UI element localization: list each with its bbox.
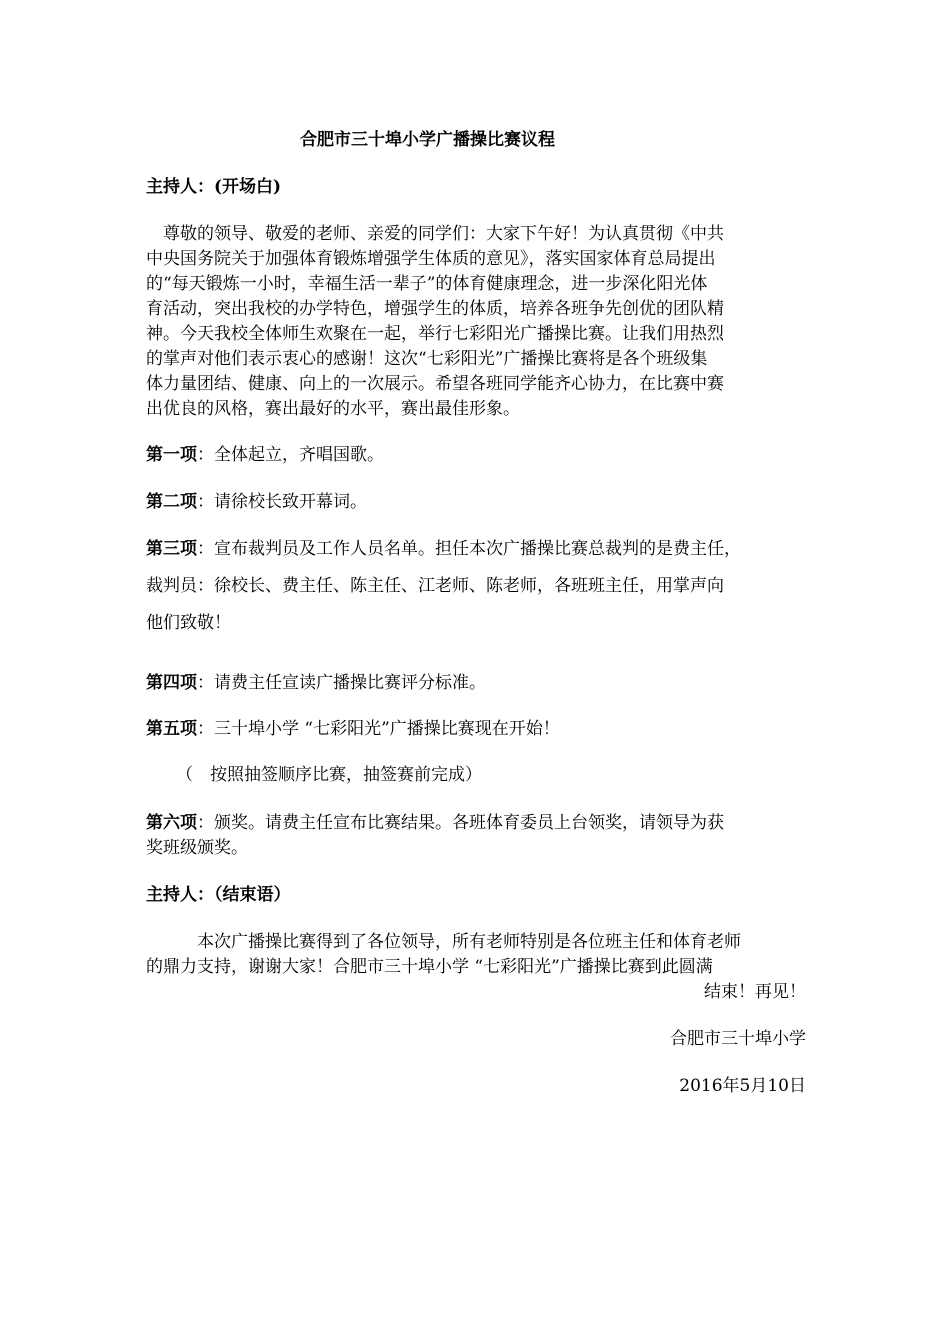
intro-line-4: 育活动，突出我校的办学特色，增强学生的体质，培养各班争先创优的团队精 [146,299,724,319]
document-page [146,0,806,1344]
agenda-item-1 [146,443,384,467]
agenda-item-2 [146,490,367,514]
agenda-item-1-label: 第一项 [146,445,197,465]
agenda-item-6-label: 第六项 [146,813,197,833]
agenda-item-5-note: （ 按照抽签顺序比赛，抽签赛前完成） [176,765,482,785]
agenda-item-4-text: ：请费主任宣读广播操比赛评分标准。 [197,673,486,693]
document-date: 2016年5月10日 [679,1076,806,1096]
intro-line-5: 神。今天我校全体师生欢聚在一起，举行七彩阳光广播操比赛。让我们用热烈 [146,324,724,344]
intro-line-1: 尊敬的领导、敬爱的老师、亲爱的同学们：大家下午好！为认真贯彻《中共 [146,224,724,244]
host-opening-heading: 主持人：(开场白) [146,177,282,197]
agenda-item-6-line-2: 奖班级颁奖。 [146,838,248,858]
agenda-item-4 [146,671,486,695]
agenda-item-2-text: ：请徐校长致开幕词。 [197,492,367,512]
agenda-item-3-line-1: ：宣布裁判员及工作人员名单。担任本次广播操比赛总裁判的是费主任， [197,539,741,559]
intro-line-2: 中央国务院关于加强体育锻炼增强学生体质的意见》，落实国家体育总局提出 [146,249,716,269]
agenda-item-3-line-2: 裁判员：徐校长、费主任、陈主任、江老师、陈老师，各班班主任，用掌声向 [146,576,724,596]
agenda-item-3-line-3: 他们致敬！ [146,613,231,633]
closing-line-2: 的鼎力支持，谢谢大家！合肥市三十埠小学 “七彩阳光”广播操比赛到此圆满 [146,957,713,977]
agenda-item-5-label: 第五项 [146,719,197,739]
signature: 合肥市三十埠小学 [670,1029,806,1049]
intro-line-7: 体力量团结、健康、向上的一次展示。希望各班同学能齐心协力，在比赛中赛 [146,374,724,394]
agenda-item-3-label: 第三项 [146,539,197,559]
agenda-item-6 [146,811,724,835]
closing-end: 结束！再见！ [704,982,806,1002]
intro-line-8: 出优良的风格，赛出最好的水平，赛出最佳形象。 [146,399,520,419]
intro-line-3: 的“每天锻炼一小时，幸福生活一辈子”的体育健康理念，进一步深化阳光体 [146,274,708,294]
agenda-item-4-label: 第四项 [146,673,197,693]
agenda-item-6-line-1: ：颁奖。请费主任宣布比赛结果。各班体育委员上台领奖，请领导为获 [197,813,724,833]
intro-line-6: 的掌声对他们表示衷心的感谢！这次“七彩阳光”广播操比赛将是各个班级集 [146,349,708,369]
closing-line-1: 本次广播操比赛得到了各位领导，所有老师特别是各位班主任和体育老师 [146,932,741,952]
agenda-item-3 [146,537,741,561]
agenda-item-1-text: ：全体起立，齐唱国歌。 [197,445,384,465]
agenda-item-5-text: ：三十埠小学 “七彩阳光”广播操比赛现在开始！ [197,719,560,739]
host-closing-heading: 主持人：（结束语） [146,885,291,905]
document-title: 合肥市三十埠小学广播操比赛议程 [300,130,555,150]
agenda-item-5 [146,717,560,741]
agenda-item-2-label: 第二项 [146,492,197,512]
